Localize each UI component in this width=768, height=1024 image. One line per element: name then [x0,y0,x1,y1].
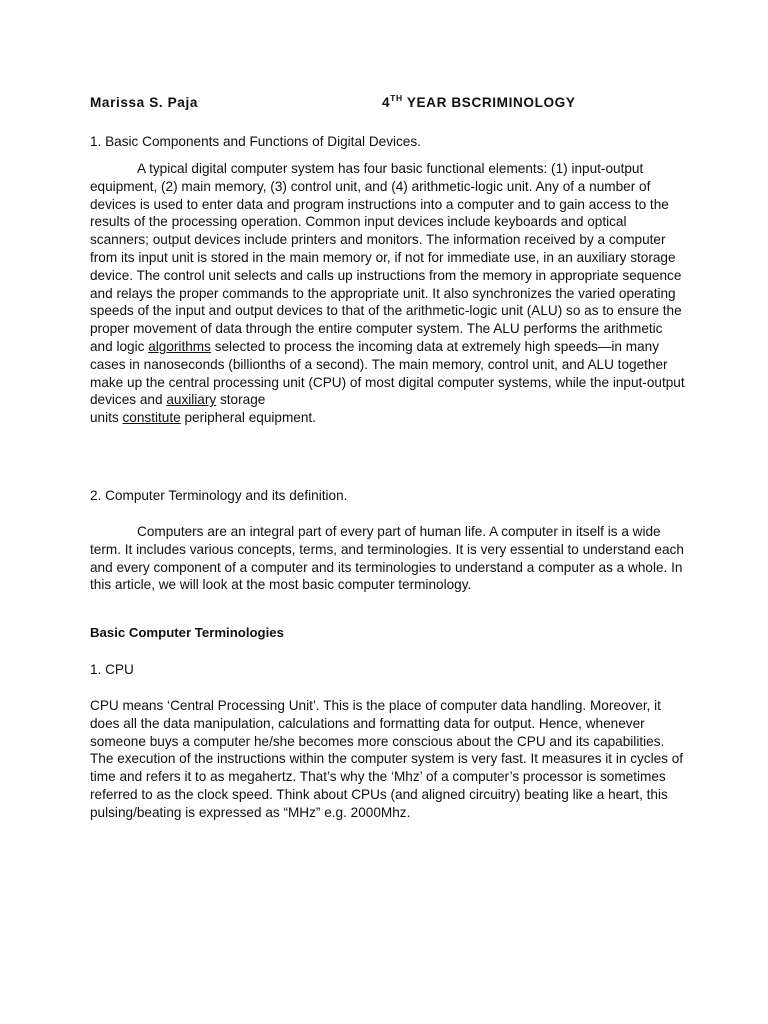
year-level [382,94,575,112]
paragraph-text: A typical digital computer system has four basic functional elements: (1) input-output equipment, (2) main memory, (3) control unit, and (4) arithmetic-logic unit. Any of a number of devices is used to enter data and program instructions into a computer and to gain access to the results of the processing operation. Common input devices include keyboards and optical scanners; output devices include printers and monitors. The information received by a computer from its input unit is stored in the main memory or, if not for immediate use, in an auxiliary storage device. The control unit selects and calls up instructions from the memory in appropriate sequence and relays the proper commands to the appropriate unit. It also synchronizes the varied operating speeds of the input and output devices to that of the arithmetic-logic unit (ALU) so as to ensure the proper movement of data through the entire computer system. The ALU performs the arithmetic and logic [90,161,682,354]
cpu-title: 1. CPU [90,662,134,677]
paragraph-text: units [90,410,123,426]
link-auxiliary[interactable]: auxiliary [166,392,217,408]
link-algorithms[interactable]: algorithms [148,338,211,354]
paragraph-text: storage [216,392,266,408]
section-2-title: 2. Computer Terminology and its definition. [90,488,348,503]
author-name: Marissa S. Paja [90,95,198,110]
paragraph-text: peripheral equipment. [180,410,316,426]
year-number: 4 [382,95,391,110]
year-suffix: TH [390,93,403,103]
link-constitute[interactable]: constitute [122,410,181,426]
paragraph-text: selected to process the incoming data at extremely high speeds—in many cases in nanoseconds (billionths of a second). The main memory, control unit, and ALU together make up the central processing unit (CPU) of most digital computer systems, while the input-output devices and [90,338,685,408]
section-2-paragraph: Computers are an integral part of every part of human life. A computer in itself is a wide term. It includes various concepts, terms, and terminologies. It is very essential to understand each and every component of a computer and its terminologies to understand a computer as a whole. In this article, we will look at the most basic computer terminology. [90,524,684,593]
section-1-title: 1. Basic Components and Functions of Digital Devices. [90,134,421,149]
basic-terminologies-heading: Basic Computer Terminologies [90,625,284,640]
section-1-paragraph [90,160,688,427]
cpu-paragraph: CPU means ‘Central Processing Unit’. This is the place of computer data handling. Moreover, it does all the data manipulation, calculations and formatting data for output. Hence, whenever someone buys a computer he/she becomes more conscious about the CPU and its capabilities. The execution of the instructions within the computer system is very fast. It measures it in cycles of time and refers it to as megahertz. That’s why the ‘Mhz’ of a computer’s processor is sometimes referred to as the clock speed. Think about CPUs (and aligned circuitry) beating like a heart, this pulsing/beating is expressed as “MHz” e.g. 2000Mhz. [90,698,684,820]
year-program: YEAR BSCRIMINOLOGY [402,95,576,110]
document-header [90,94,690,114]
